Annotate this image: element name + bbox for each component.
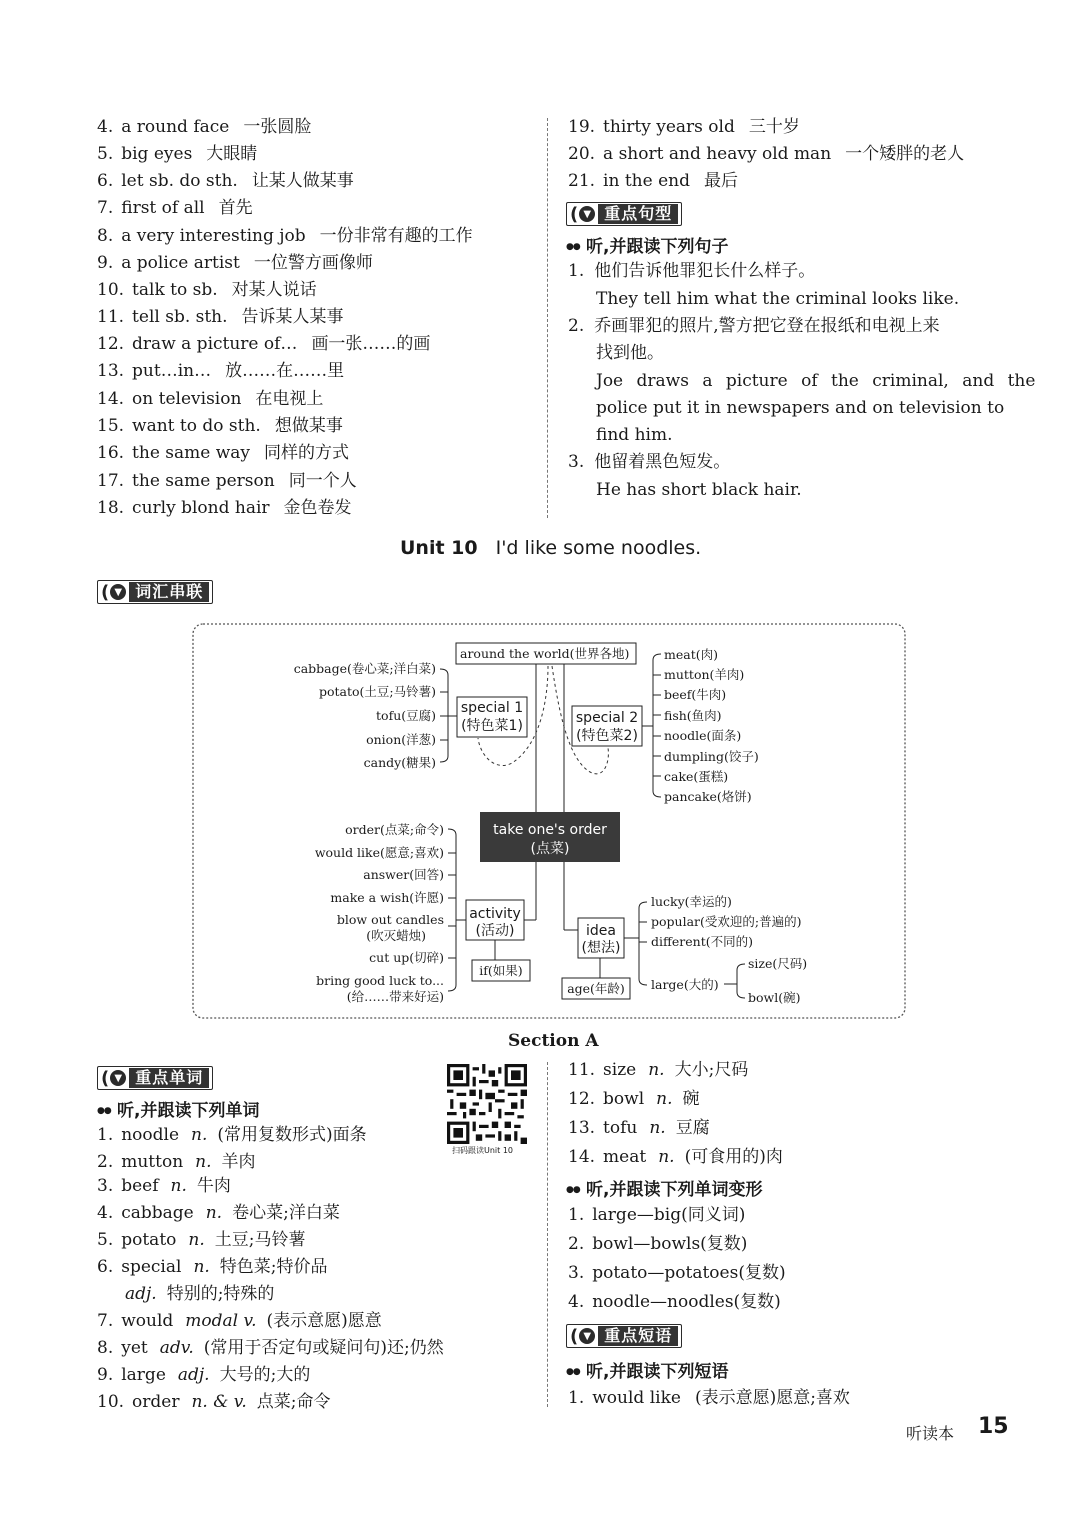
list-item: 2. mutton n. 羊肉: [97, 1152, 256, 1172]
listen-icon: ●●: [97, 1106, 111, 1116]
list-item: 16. the same way 同样的方式: [97, 443, 350, 463]
large-subitem: size(尺码): [748, 956, 808, 971]
column-divider: [547, 118, 548, 518]
section-tag-phrases: ( ▼ 重点短语: [566, 1324, 682, 1348]
chevron-down-icon: ▼: [579, 1328, 595, 1344]
activity-label-2: (活动): [475, 923, 515, 939]
list-item: 4. noodle—noodles(复数): [568, 1292, 781, 1312]
chevron-down-icon: ▼: [579, 206, 595, 222]
special2-item: beef(牛肉): [664, 687, 727, 702]
center-label-2: (点菜): [530, 841, 570, 857]
special2-item: cake(蛋糕): [664, 769, 729, 784]
listen-icon: ●●: [566, 1185, 580, 1195]
instruction-words: ●● 听,并跟读下列单词: [97, 1101, 260, 1121]
list-item: 4. cabbage n. 卷心菜;洋白菜: [97, 1203, 340, 1223]
section-title: Section A: [508, 1031, 599, 1051]
list-item: 5. big eyes 大眼睛: [97, 144, 258, 164]
list-item: 5. potato n. 土豆;马铃薯: [97, 1230, 306, 1250]
special2-label-2: (特色菜2): [576, 728, 638, 744]
activity-item: answer(回答): [363, 867, 444, 882]
activity-item: blow out candles: [336, 912, 444, 927]
activity-item: would like(愿意;喜欢): [314, 845, 444, 860]
idea-item: popular(受欢迎的;普遍的): [651, 914, 802, 929]
list-item: 11. size n. 大小;尺码: [568, 1060, 749, 1080]
chevron-down-icon: ▼: [110, 584, 126, 600]
special2-item: mutton(羊肉): [664, 667, 745, 682]
special2-label-1: special 2: [575, 710, 639, 726]
center-label-1: take one's order: [493, 822, 607, 838]
activity-item: order(点菜;命令): [345, 822, 444, 837]
special1-item: candy(糖果): [363, 755, 436, 770]
list-item: adj. 特别的;特殊的: [125, 1284, 275, 1304]
special2-item: pancake(烙饼): [664, 789, 752, 804]
list-item: 4. a round face 一张圆脸: [97, 117, 312, 137]
large-subitem: bowl(碗): [748, 990, 801, 1005]
list-item: 12. draw a picture of… 画一张……的画: [97, 334, 431, 354]
list-item: 3. potato—potatoes(复数): [568, 1263, 786, 1283]
list-item: 3. beef n. 牛肉: [97, 1176, 231, 1196]
list-item: 2. bowl—bowls(复数): [568, 1234, 748, 1254]
activity-item: cut up(切碎): [369, 950, 444, 965]
special1-item: onion(洋葱): [366, 732, 436, 747]
instruction-word-forms: ●● 听,并跟读下列单词变形: [566, 1180, 763, 1200]
instruction-phrases: ●● 听,并跟读下列短语: [566, 1362, 729, 1382]
list-item: 1. large—big(同义词): [568, 1205, 746, 1225]
special1-label-2: (特色菜1): [461, 718, 523, 734]
unit-title: Unit 10 I'd like some noodles.: [400, 537, 702, 559]
list-item: 20. a short and heavy old man 一个矮胖的老人: [568, 144, 965, 164]
activity-item: make a wish(许愿): [330, 890, 444, 905]
chevron-down-icon: ▼: [110, 1070, 126, 1086]
list-item: 7. first of all 首先: [97, 198, 253, 218]
if-box-label: if(如果): [479, 963, 523, 978]
special1-label-1: special 1: [460, 700, 524, 716]
footer-label: 听读本: [906, 1424, 955, 1443]
idea-label-1: idea: [586, 923, 616, 939]
activity-item: (给……带来好运): [346, 989, 444, 1004]
list-item: 12. bowl n. 碗: [568, 1089, 700, 1109]
page-number: 15: [978, 1414, 1009, 1439]
special1-item: cabbage(卷心菜;洋白菜): [293, 661, 436, 676]
column-divider: [547, 1062, 548, 1407]
list-item: 6. let sb. do sth. 让某人做某事: [97, 171, 354, 191]
qr-code-icon[interactable]: [447, 1064, 527, 1144]
activity-item: (吹灭蜡烛): [366, 928, 426, 943]
list-item: 1. noodle n. (常用复数形式)面条: [97, 1125, 367, 1145]
idea-label-2: (想法): [581, 940, 621, 956]
list-item: 13. tofu n. 豆腐: [568, 1118, 710, 1138]
list-item: 21. in the end 最后: [568, 171, 738, 191]
list-item: 6. special n. 特色菜;特价品: [97, 1257, 328, 1277]
list-item: 7. would modal v. (表示意愿)愿意: [97, 1311, 382, 1331]
section-tag-words: ( ▼ 重点单词: [97, 1066, 213, 1090]
listen-icon: ●●: [566, 242, 580, 252]
idea-item: different(不同的): [651, 934, 753, 949]
list-item: 17. the same person 同一个人: [97, 471, 357, 491]
section-tag-vocab-chain: ( ▼ 词汇串联: [97, 580, 213, 604]
special2-item: meat(肉): [664, 647, 718, 662]
idea-item: lucky(幸运的): [651, 894, 732, 909]
list-item: 1. would like (表示意愿)愿意;喜欢: [568, 1388, 850, 1408]
vocab-mindmap: [188, 620, 908, 1022]
list-item: 10. order n. & v. 点菜;命令: [97, 1392, 331, 1412]
special2-item: noodle(面条): [664, 728, 742, 743]
list-item: 13. put…in… 放……在……里: [97, 361, 345, 381]
activity-label-1: activity: [469, 906, 521, 922]
section-tag-sentences: ( ▼ 重点句型: [566, 202, 682, 226]
special2-item: fish(鱼肉): [664, 708, 722, 723]
special1-item: tofu(豆腐): [376, 708, 436, 723]
list-item: 19. thirty years old 三十岁: [568, 117, 800, 137]
instruction-sentences: ●● 听,并跟读下列句子: [566, 237, 729, 257]
list-item: 9. a police artist 一位警方画像师: [97, 253, 373, 273]
special2-item: dumpling(饺子): [664, 749, 759, 764]
list-item: 8. a very interesting job 一份非常有趣的工作: [97, 226, 473, 246]
special1-item: potato(土豆;马铃薯): [318, 684, 436, 699]
list-item: 8. yet adv. (常用于否定句或疑问句)还;仍然: [97, 1338, 444, 1358]
list-item: 18. curly blond hair 金色卷发: [97, 498, 352, 518]
top-box-label: around the world(世界各地): [460, 646, 630, 661]
list-item: 11. tell sb. sth. 告诉某人某事: [97, 307, 344, 327]
idea-item-large: large(大的): [651, 977, 719, 992]
listen-icon: ●●: [566, 1367, 580, 1377]
qr-caption: 扫码跟读Unit 10: [452, 1146, 514, 1155]
activity-item: bring good luck to...: [316, 973, 444, 988]
list-item: 14. meat n. (可食用的)肉: [568, 1147, 783, 1167]
list-item: 14. on television 在电视上: [97, 389, 324, 409]
list-item: 10. talk to sb. 对某人说话: [97, 280, 317, 300]
list-item: 9. large adj. 大号的;大的: [97, 1365, 311, 1385]
list-item: 15. want to do sth. 想做某事: [97, 416, 343, 436]
age-box-label: age(年龄): [567, 981, 625, 996]
